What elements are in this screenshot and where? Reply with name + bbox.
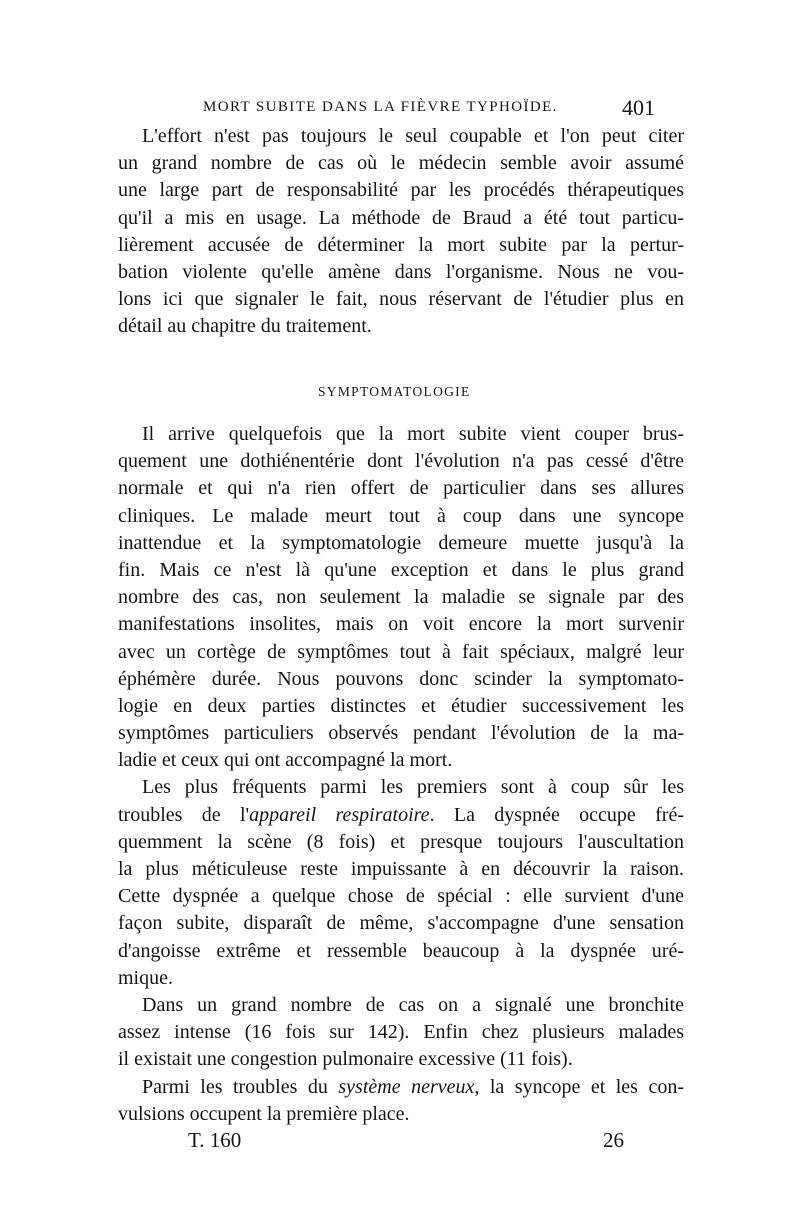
emphasis-appareil-respiratoire: appareil respiratoire bbox=[249, 803, 430, 826]
text-segment: . La dyspnée occupe fré- bbox=[429, 803, 684, 826]
text-line-with-emphasis bbox=[118, 802, 684, 829]
text-line: lons ici que signaler le fait, nous réservant de l'étudier plus en bbox=[118, 288, 684, 311]
text-line-with-emphasis bbox=[118, 1074, 684, 1101]
text-line: mique. bbox=[118, 966, 173, 989]
text-line: cliniques. Le malade meurt tout à coup dans une syncope bbox=[118, 504, 684, 527]
text-line: ladie et ceux qui ont accompagné la mort. bbox=[118, 749, 453, 772]
page-number: 401 bbox=[622, 95, 655, 120]
text-line: nombre des cas, non seulement la maladie se signale par des bbox=[118, 586, 684, 609]
text-line: logie en deux parties distinctes et étudier successivement les bbox=[118, 694, 684, 717]
emphasis-systeme-nerveux: système nerveux bbox=[338, 1075, 475, 1098]
text-line: éphémère durée. Nous pouvons donc scinder la symptomato- bbox=[118, 667, 684, 690]
footer-sheet-number: 26 bbox=[603, 1128, 624, 1152]
text-line: quement une dothiénentérie dont l'évolution n'a pas cessé d'être bbox=[118, 450, 684, 473]
running-title: MORT SUBITE DANS LA FIÈVRE TYPHOÏDE. bbox=[203, 99, 558, 115]
text-line: normale et qui n'a rien offert de particulier dans ses allures bbox=[118, 477, 684, 500]
text-line: avec un cortège de symptômes tout à fait spéciaux, malgré leur bbox=[118, 640, 684, 663]
paragraph-intro bbox=[118, 421, 684, 774]
text-line: Dans un grand nombre de cas on a signalé une bronchite bbox=[142, 993, 684, 1016]
text-line: façon subite, disparaît de même, s'accompagne d'une sensation bbox=[118, 912, 684, 935]
paragraph-nervous-system bbox=[118, 1074, 684, 1128]
section-heading: SYMPTOMATOLOGIE bbox=[318, 384, 471, 399]
paragraph-respiratory bbox=[118, 774, 684, 992]
paragraph-bronchitis bbox=[118, 992, 684, 1074]
text-line: manifestations insolites, mais on voit encore la mort survenir bbox=[118, 613, 684, 636]
text-line: inattendue et la symptomatologie demeure muette jusqu'à la bbox=[118, 531, 684, 554]
text-line: symptômes particuliers observés pendant l'évolution de la ma- bbox=[118, 722, 684, 745]
paragraph-effort bbox=[118, 123, 684, 341]
text-segment: Parmi les troubles du bbox=[142, 1075, 339, 1098]
text-line: il existait une congestion pulmonaire excessive (11 fois). bbox=[118, 1048, 573, 1071]
footer-signature: T. 160 bbox=[188, 1128, 242, 1152]
text-line: détail au chapitre du traitement. bbox=[118, 315, 372, 338]
symptomatology-body bbox=[118, 421, 684, 1128]
text-line: assez intense (16 fois sur 142). Enfin chez plusieurs malades bbox=[118, 1021, 684, 1044]
text-line: bation violente qu'elle amène dans l'organisme. Nous ne vou- bbox=[118, 260, 684, 283]
text-line: vulsions occupent la première place. bbox=[118, 1102, 410, 1125]
text-line: d'angoisse extrême et ressemble beaucoup à la dyspnée uré- bbox=[118, 939, 684, 962]
text-segment: troubles de l' bbox=[118, 803, 250, 826]
text-line: qu'il a mis en usage. La méthode de Braud a été tout particu- bbox=[118, 206, 684, 229]
text-line: Cette dyspnée a quelque chose de spécial : elle survient d'une bbox=[118, 885, 684, 908]
text-line: fin. Mais ce n'est là qu'une exception et dans le plus grand bbox=[118, 558, 684, 581]
text-line: Il arrive quelquefois que la mort subite vient couper brus- bbox=[142, 423, 684, 445]
text-line: une large part de responsabilité par les procédés thérapeutiques bbox=[118, 179, 684, 202]
text-segment: , la syncope et les con- bbox=[474, 1075, 684, 1098]
text-line: L'effort n'est pas toujours le seul coupable et l'on peut citer bbox=[142, 125, 684, 147]
text-line: la plus méticuleuse reste impuissante à en découvrir la raison. bbox=[118, 858, 684, 880]
text-line: Les plus fréquents parmi les premiers sont à coup sûr les bbox=[142, 776, 684, 799]
text-line: quemment la scène (8 fois) et presque toujours l'auscultation bbox=[118, 830, 684, 853]
text-line: un grand nombre de cas où le médecin semble avoir assumé bbox=[118, 152, 684, 175]
text-line: lièrement accusée de déterminer la mort subite par la pertur- bbox=[118, 233, 684, 256]
